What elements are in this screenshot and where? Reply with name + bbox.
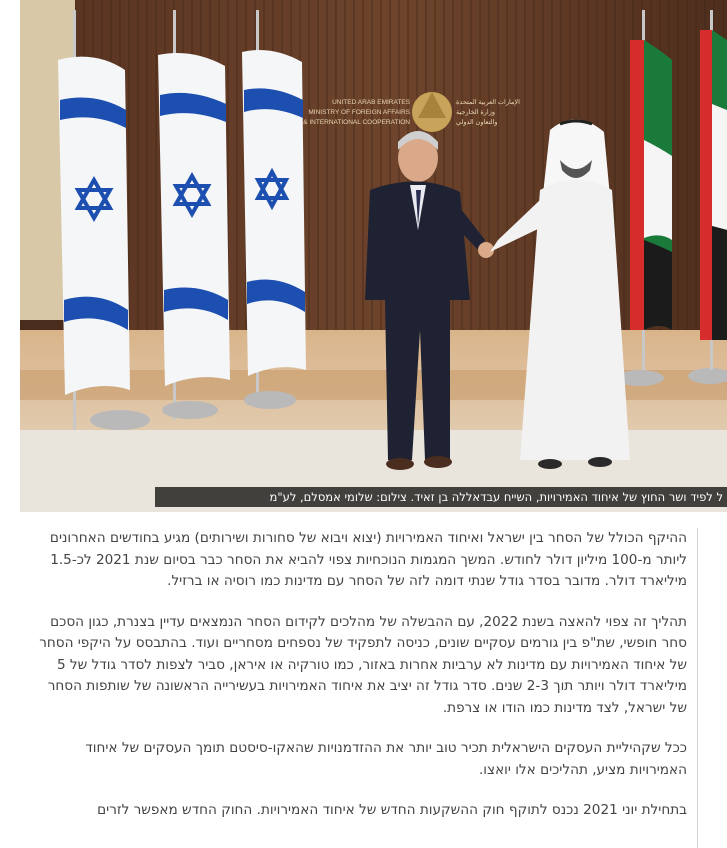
article-body xyxy=(28,528,698,848)
backdrop-text-ar-2: وزارة الخارجية xyxy=(456,109,495,116)
israel-flag-2 xyxy=(158,10,230,420)
article-paragraph: ככל שקהיליית העסקים הישראלית תכיר טוב יותר את ההזדמנויות שהאקו-סיסטם תומך העסקים של איחוד האמירויות מציע, תהליכים אלו יואצו. xyxy=(85,740,687,778)
article-paragraph: בתחילת יוני 2021 נכנס לתוקף חוק ההשקעות החדש של איחוד האמירויות. החוק החדש מאפשר לזרים xyxy=(97,802,687,818)
article-photo xyxy=(20,0,727,512)
israel-flag-1 xyxy=(58,10,130,430)
photo-illustration xyxy=(20,0,727,512)
ministry-emblem xyxy=(412,92,452,132)
backdrop-text-en-3: & INTERNATIONAL COOPERATION xyxy=(303,119,410,126)
article-paragraph: תהליך זה צפוי להאצה בשנת 2022, עם ההבשלה של מהלכים לקידום הסחר הנמצאים עדיין בצנרת, כגון הסכם סחר חופשי, שת"פ בין גורמים עסקיים שונים, כניסה לתפקיד של נספחים מסחריים ועוד. בהתבסס על היקפי הסחר של איחוד האמירויות עם מדינות לא ערביות אחרות באזור, כמו טורקיה או איראן, סביר לצפות לסדר גודל של 5 מיליארד דולר ויותר תוך 2-3 שנים. סדר גודל זה יציב את איחוד האמירויות בעשירייה הראשונה של שותפות הסחר של ישראל, לצד מדינות כמו הודו או צרפת. xyxy=(39,613,687,716)
article-paragraph: ההיקף הכולל של הסחר בין ישראל ואיחוד האמירויות (יצוא ויבוא של סחורות ושירותים) מגיע בחודשים האחרונים ליותר מ-100 מיליון דולר לחודש. המשך המגמות הנוכחיות צפוי להביא את הסחר כבר בסיום שנת 2021 לכ-1.5 מיליארד דולר. מדובר בסדר גודל שנתי דומה לזה של הסחר עם מדינות כמו רוסיה או ברזיל. xyxy=(49,530,687,589)
uae-flag-1 xyxy=(630,10,672,370)
backdrop-text-en-2: MINISTRY OF FOREIGN AFFAIRS xyxy=(308,109,410,116)
photo-caption: ל לפיד ושר החוץ של איחוד האמירויות, השייח עבדאללה בן זאיד. צילום: שלומי אמסלם, לע"מ xyxy=(155,487,727,507)
backdrop-text-en-1: UNITED ARAB EMIRATES xyxy=(332,99,410,106)
backdrop-text-ar-3: والتعاون الدولي xyxy=(456,119,498,126)
backdrop-text-ar-1: الإمارات العربية المتحدة xyxy=(456,99,520,106)
israel-flag-3 xyxy=(242,10,306,400)
uae-flag-2 xyxy=(700,10,727,370)
